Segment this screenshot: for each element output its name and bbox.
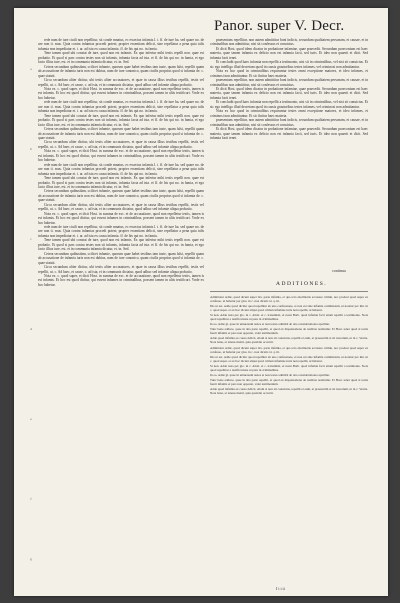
addition-note: In eo. Adde gl. quae in uniuersum testes et non testes admittit ab ista consideratione repellitur.	[210, 322, 330, 327]
addition-note: Admittatur Adde, quod dicunt super lxx. parte infamia, et qua scia abolitionis accusare crimin, nec prodest quod super ex confesso, ut habetur per glos. in c. non dicatis xi. q. iii.	[210, 345, 368, 354]
left-paragraph: Nota ex. c. quod super, et dicit Host. in summa de exc. et de accusatione, quod non repelletur testis, tamen is est infamis. Et hoc est quod dicitur, qui essent infames in criminalibus, possent tamen in aliis testificari. Vnde ex hoc habetur.	[38, 211, 204, 225]
right-column-top	[210, 38, 368, 276]
left-paragraph: rede nam de iure ciuili non repellitur, sit conde mnatus, ec essectus infamis.l. i. ff. de iure ha. sed quare no. de ure non ti. mus. Quia contra infamias procedi potest; propter essentiam delicti, sine repellatur a pena quia talis infamia non impediatur et. i. ar. ad ista ex causa infamia. ff. de his qui no. in famia.	[38, 38, 204, 51]
document-page	[14, 8, 388, 596]
addition-note: Dis ut est. Adde quod dicitur quod repellitur ab uno confessione, et non est sine infamia commissum, ut notatur per Inn. in c. quod super. et ex hoc dicunt aliqui quod crimen infamiae iuris non repellit, ut habetur.	[210, 354, 368, 363]
addition-note: Tunc bene adduce, quae in alia parte repellit, et quod ex dispensatione de testibus restituitur. Et Host. tenet quod si testis fuerit infamis et pars non opponat, valet testimonium.	[210, 377, 368, 386]
left-paragraph: Nota ex. c. quod super, et dicit Host. in summa de exc. et de accusatione, quod non repelletur testis, tamen is est infamis. Et hoc est quod dicitur, qui essent infames in criminalibus, possent tamen in aliis testificari. Vnde ex hoc habetur.	[38, 274, 204, 287]
running-title: Panor. super V. Decr.	[214, 18, 345, 34]
left-paragraph: Nota ex. c. quod super, et dicit Host. in summa de exc. et de accusatione, quod non repelletur testis, tamen is est infamis. Et hoc est quod dicitur, qui essent infames in criminalibus, possent tamen in aliis testificari. Vnde ex hoc habetur.	[38, 86, 204, 100]
left-paragraph: Tene tamen quod ubi constat de iure, quod non est infamis. Ex quo infertur mihi testis repelli non. quae est probatio. Et quod si pars contra testes non sit infamis, infamia facta ad ista. et ff. de his qui no. in famia, et ego facio illius iure, est. et in communia infamia dicatur, et. in. Sed.	[38, 238, 204, 252]
left-paragraph: Circa secundum aliter dicitur, ubi testis aliter accusatores, et quae in causa illius testibus repellit, testis vel repellit, ut. c. Ad haec, et cause, c. ad ista, et in communis dictatur, quod adhuc sed infamie aliqua probatio.	[38, 140, 204, 149]
addition-note: Tunc bene adduce, quae in alia parte repellit, et quod ex dispensatione de testibus restituitur. Et Host. tenet quod si testis fuerit infamis et pars non opponat, valet testimonium.	[210, 327, 368, 336]
left-paragraph: Tene tamen quod ubi constat de iure, quod non est infamis. Ex quo infertur mihi testis repelli non. quae est probatio. Et quod si pars contra testes non sit infamis, infamia facta ad ista. et ff. de his qui no. in famia, et ego facio illius iure, est. et in communia infamia dicatur, et. in. Sed.	[38, 113, 204, 127]
left-paragraph: Cetera secundum quibusdam, scilicet infamie, quorum quae habet testibus tam iuste, quam falsi, repellit quam ab accusatione de infamia iuris non est dubius, nam de iure canonico, quam ciuilis proprius quod si infamia de. c. quae statuit.	[38, 127, 204, 140]
margin-note: g	[30, 557, 32, 561]
section-divider	[210, 291, 368, 292]
left-paragraph: Circa secundum aliter dicitur, ubi testis aliter accusatores, et quae in causa illius testibus repellit, testis vel repellit, ut. c. Ad haec, et cause, c. ad ista, et in communis dictatur, quod adhuc sed infamie aliqua probatio.	[38, 78, 204, 87]
left-paragraph: Cetera secundum quibusdam, scilicet infamie, quorum quae habet testibus tam iuste, quam falsi, repellit quam ab accusatione de infamia iuris non est dubius, nam de iure canonico, quam ciuilis proprius quod si infamia de. c. quae statuit.	[38, 189, 204, 203]
left-paragraph: Cetera secundum quibusdam, scilicet infamie, quorum quae habet testibus tam iuste, quam falsi, repellit quam ab accusatione de infamia iuris non est dubius, nam de iure canonico, quam ciuilis proprius quod si infamia de. c. quae statuit.	[38, 251, 204, 265]
catchword: continua	[332, 268, 346, 273]
left-paragraph: rede nam de iure ciuili non repellitur, sit conde mnatus, ec essectus infamis.l. i. ff. de iure ha. sed quare no. de ure non ti. mus. Quia contra infamias procedi potest; propter essentiam delicti, sine repellatur a pena quia talis infamia non impediatur et. i. ar. ad ista ex causa infamia. ff. de his qui no. in famia.	[38, 162, 204, 176]
addition-note: Adde quod infamia ex causa delicti, etiam si non sit conuictus, repellit et eum, et praesertim si sit notorium, ut in c. Vestra. Nota bene, et teneas menti, quia quotidie occurrit.	[210, 386, 368, 395]
right-paragraph: Et concludit quod haec infamia non repellit a testimonio, nisi sit in criminalibus, vel nisi sit conuictus. Et sic ego intelligo illud decretum quod in causis grauioribus testes infames, vel criminosi non admittantur.	[210, 100, 368, 109]
right-paragraph: praesentans repellitur, non autem admittitur boni indicis, secundum qualitatem personam, et causae, et in criminalibus non admittitur, nisi sit confessus et conuictus.	[210, 118, 368, 127]
additiones-heading: ADDITIONES.	[276, 281, 328, 287]
margin-note: d	[30, 327, 32, 331]
addition-note: Dis ut est. Adde quod dicitur quod repellitur ab uno confessione, et non est sine infamia commissum, ut notatur per Inn. in c. quod super. et ex hoc dicunt aliqui quod crimen infamiae iuris non repellit, ut habetur.	[210, 304, 368, 313]
right-paragraph: Nota ex hoc quod in criminalibus requiruntur testes omni exceptione maiores, et ideo infames, et criminosi non admittuntur. Et sic finitur haec materia.	[210, 109, 368, 118]
left-paragraph: Circa secundum aliter dicitur, ubi testis aliter accusatores, et quae in causa illius testibus repellit, testis vel repellit, ut. c. Ad haec, et cause, c. ad ista, et in communis dictatur, quod adhuc sed infamie aliqua probatio.	[38, 265, 204, 274]
right-paragraph: Et dicit Host. quod idem dicatur in probatione infamiae, quae praecedit. Secundum praeconium est haec materia, quae tamen infamia ex delicto non est infamia facti, sed iuris. Et ideo non quaerit et dicit. Sed infamia facti tenet.	[210, 127, 368, 140]
right-paragraph: Nota ex hoc quod in criminalibus requiruntur testes omni exceptione maiores, et ideo infames, et criminosi non admittuntur. Et sic finitur haec materia.	[210, 69, 368, 78]
additiones-notes	[210, 295, 368, 585]
addition-note: Adde quod infamia ex causa delicti, etiam si non sit conuictus, repellit et eum, et praesertim si sit notorium, ut in c. Vestra. Nota bene, et teneas menti, quia quotidie occurrit.	[210, 336, 368, 345]
right-paragraph: Et concludit quod haec infamia non repellit a testimonio, nisi sit in criminalibus, vel nisi sit conuictus. Et sic ego intelligo illud decretum quod in causis grauioribus testes infames, vel criminosi non admittantur.	[210, 60, 368, 69]
right-paragraph: Et dicit Host. quod idem dicatur in probatione infamiae, quae praecedit. Secundum praeconium est haec materia, quae tamen infamia ex delicto non est infamia facti, sed iuris. Et ideo non quaerit et dicit. Sed infamia facti tenet.	[210, 46, 368, 60]
right-paragraph: praesentans repellitur, non autem admittitur boni indicis, secundum qualitatem personam, et causae, et in criminalibus non admittitur, nisi sit confessus et conuictus.	[210, 38, 368, 47]
left-paragraph: Nota ex. c. quod super, et dicit Host. in summa de exc. et de accusatione, quod non repelletur testis, tamen is est infamis. Et hoc est quod dicitur, qui essent infames in criminalibus, possent tamen in aliis testificari. Vnde ex hoc habetur.	[38, 149, 204, 163]
right-paragraph: praesentans repellitur, non autem admittitur boni indicis, secundum qualitatem personam, et causae, et in criminalibus non admittitur, nisi sit confessus et conuictus.	[210, 78, 368, 87]
addition-note: In eo. Adde gl. quae in uniuersum testes et non testes admittit ab ista consideratione repellitur.	[210, 372, 330, 377]
margin-note: e	[30, 417, 32, 421]
margin-note: c	[30, 237, 32, 241]
addition-note: Si non. Adde nota per glo. in c. Absit. et c. transmisit, et notat Barb. quod infamia facti etiam repellit a testimonio. Nota quod repellitur a testificatione ut pure in criminalibus.	[210, 313, 368, 322]
left-paragraph: Tene tamen quod ubi constat de iure, quod non est infamis. Ex quo infertur mihi testis repelli non. quae est probatio. Et quod si pars contra testes non sit infamis, infamia facta ad ista. et ff. de his qui no. in famia, et ego facio illius iure, est. et in communia infamia dicatur, et. in. Sed.	[38, 176, 204, 189]
left-paragraph: Tene tamen quod ubi constat de iure, quod non est infamis. Ex quo infertur mihi testis repelli non. quae est probatio. Et quod si pars contra testes non sit infamis, infamia facta ad ista. et ff. de his qui no. in famia, et ego facio illius iure, est. et in communia infamia dicatur, et. in. Sed.	[38, 51, 204, 65]
left-paragraph: rede nam de iure ciuili non repellitur, sit conde mnatus, ec essectus infamis.l. i. ff. de iure ha. sed quare no. de ure non ti. mus. Quia contra infamias procedi potest; propter essentiam delicti, sine repellatur a pena quia talis infamia non impediatur et. i. ar. ad ista ex causa infamia. ff. de his qui no. in famia.	[38, 100, 204, 114]
left-paragraph: Cetera secundum quibusdam, scilicet infamie, quorum quae habet testibus tam iuste, quam falsi, repellit quam ab accusatione de infamia iuris non est dubius, nam de iure canonico, quam ciuilis proprius quod si infamia de. c. quae statuit.	[38, 64, 204, 78]
margin-note: a	[30, 67, 32, 71]
addition-note: Admittatur Adde, quod dicunt super lxx. parte infamia, et qua scia abolitionis accusare crimin, nec prodest quod super ex confesso, ut habetur per glos. in c. non dicatis xi. q. iii.	[210, 295, 368, 304]
left-paragraph: rede nam de iure ciuili non repellitur, sit conde mnatus, ec essectus infamis.l. i. ff. de iure ha. sed quare no. de ure non ti. mus. Quia contra infamias procedi potest; propter essentiam delicti, sine repellatur a pena quia talis infamia non impediatur et. i. ar. ad ista ex causa infamia. ff. de his qui no. in famia.	[38, 225, 204, 238]
signature-mark: I i i ii	[276, 586, 285, 591]
left-paragraph: Circa secundum aliter dicitur, ubi testis aliter accusatores, et quae in causa illius testibus repellit, testis vel repellit, ut. c. Ad haec, et cause, c. ad ista, et in communis dictatur, quod adhuc sed infamie aliqua probatio.	[38, 202, 204, 212]
addition-note: Si non. Adde nota per glo. in c. Absit. et c. transmisit, et notat Barb. quod infamia facti etiam repellit a testimonio. Nota quod repellitur a testificatione ut pure in criminalibus.	[210, 363, 368, 372]
right-paragraph: Et dicit Host. quod idem dicatur in probatione infamiae, quae praecedit. Secundum praeconium est haec materia, quae tamen infamia ex delicto non est infamia facti, sed iuris. Et ideo non quaerit et dicit. Sed infamia facti tenet.	[210, 86, 368, 100]
margin-note: b	[30, 147, 32, 151]
left-column	[38, 38, 204, 586]
margin-note: f	[30, 497, 32, 501]
